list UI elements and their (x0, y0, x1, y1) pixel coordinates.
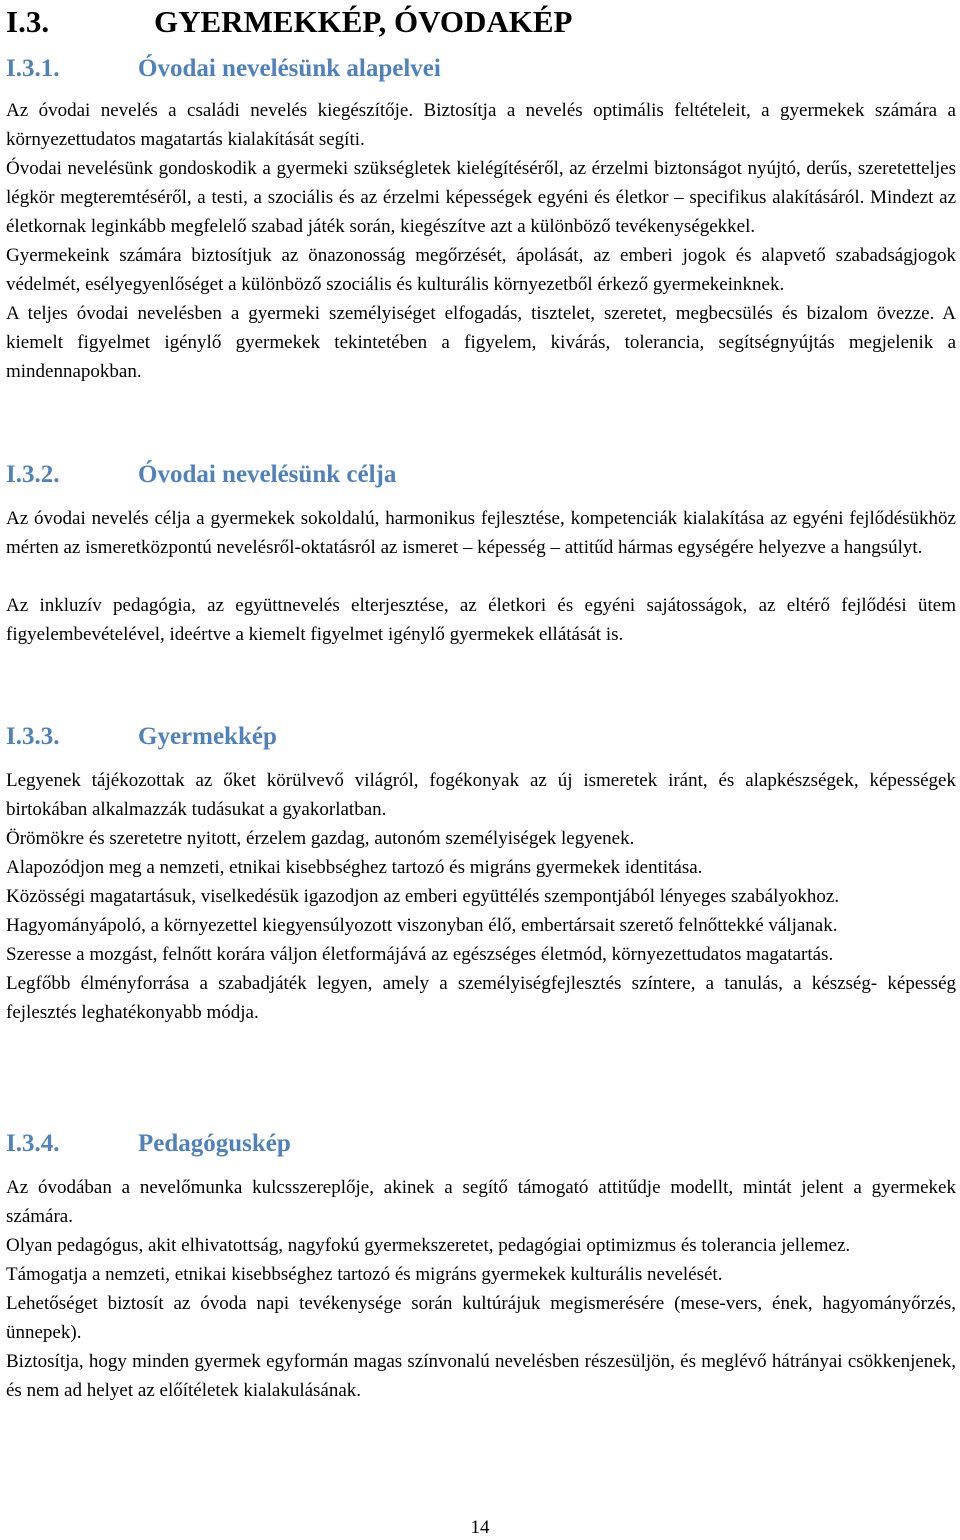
section-body (6, 766, 956, 1027)
section-title: Pedagóguskép (138, 1130, 291, 1157)
paragraph: Az óvodai nevelés célja a gyermekek sokoldalú, harmonikus fejlesztése, kompetenciák kialakítása az egyéni fejlődésükhöz mérten az ismeretközpontú nevelésről-oktatásról az ismeret – képesség – attitűd hármas egységére helyezve a hangsúlyt. (6, 508, 956, 558)
paragraph: Óvodai nevelésünk gondoskodik a gyermeki szükségletek kielégítéséről, az érzelmi biztonságot nyújtó, derűs, szeretetteljes légkör megteremtéséről, a testi, a szociális és az érzelmi képességek egyéni és életkor – specifikus alakításáról. Mindezt az életkornak leginkább megfelelő szabad játék során, kiegészítve azt a különböző tevékenységekkel. (6, 158, 956, 237)
paragraph: Biztosítja, hogy minden gyermek egyformán magas színvonalú nevelésben részesüljön, és meglévő hátrányai csökkenjenek, és nem ad helyet az előítéletek kialakulásának. (6, 1351, 956, 1401)
paragraph: Gyermekeink számára biztosítjuk az önazonosság megőrzését, ápolását, az emberi jogok és alapvető szabadságjogok védelmét, esélyegyenlőséget a különböző szociális és kulturális környezetből érkező gyermekeinknek. (6, 245, 956, 295)
paragraph: Legyenek tájékozottak az őket körülvevő világról, fogékonyak az új ismeretek iránt, és alapkészségek, képességek birtokában alkalmazzák tudásukat a gyakorlatban. (6, 770, 956, 820)
section-body (6, 504, 956, 649)
paragraph: Szeresse a mozgást, felnőtt korára váljon életformájává az egészséges életmód, környezettudatos magatartás. (6, 944, 834, 965)
section-title: Gyermekkép (138, 723, 277, 750)
section-body (6, 96, 956, 386)
section-title: Óvodai nevelésünk alapelvei (138, 55, 441, 82)
section-heading (6, 721, 277, 753)
paragraph: Olyan pedagógus, akit elhivatottság, nagyfokú gyermekszeretet, pedagógiai optimizmus és tolerancia jellemez. (6, 1235, 851, 1256)
paragraph: Lehetőséget biztosít az óvoda napi tevékenysége során kultúrájuk megismerésére (mese-vers, ének, hagyományőrzés, ünnepek). (6, 1293, 956, 1343)
section-number: I.3.3. (6, 723, 60, 750)
paragraph: Támogatja a nemzeti, etnikai kisebbséghez tartozó és migráns gyermekek kulturális nevelését. (6, 1264, 723, 1285)
paragraph: Az óvodában a nevelőmunka kulcsszereplője, akinek a segítő támogató attitűdje modellt, mintát jelent a gyermekek számára. (6, 1177, 956, 1227)
section-heading (6, 459, 396, 491)
paragraph: Az óvodai nevelés a családi nevelés kiegészítője. Biztosítja a nevelés optimális feltételeit, a gyermekek számára a környezettudatos magatartás kialakítását segíti. (6, 100, 956, 150)
section-number: I.3.2. (6, 461, 60, 488)
paragraph: Az inkluzív pedagógia, az együttnevelés elterjesztése, az életkori és egyéni sajátosságok, az eltérő fejlődési ütem figyelembevételével, ideértve a kiemelt figyelmet igénylő gyermekek ellátását is. (6, 595, 956, 645)
chapter-number: I.3. (6, 4, 50, 39)
section-title: Óvodai nevelésünk célja (138, 461, 397, 488)
paragraph: Hagyományápoló, a környezettel kiegyensúlyozott viszonyban élő, embertársait szerető felnőttekké váljanak. (6, 915, 838, 936)
chapter-heading (6, 2, 573, 42)
section-heading (6, 53, 441, 85)
chapter-title: GYERMEKKÉP, ÓVODAKÉP (154, 4, 573, 39)
paragraph: Legfőbb élményforrása a szabadjáték legyen, amely a személyiségfejlesztés színtere, a tanulás, a készség- képesség fejlesztés leghatékonyabb módja. (6, 973, 956, 1023)
section-body (6, 1173, 956, 1405)
section-number: I.3.1. (6, 55, 60, 82)
paragraph: A teljes óvodai nevelésben a gyermeki személyiséget elfogadás, tisztelet, szeretet, megbecsülés és bizalom övezze. A kiemelt figyelmet igénylő gyermekek tekintetében a figyelem, kivárás, tolerancia, segítségnyújtás megjelenik a mindennapokban. (6, 303, 956, 382)
paragraph: Örömökre és szeretetre nyitott, érzelem gazdag, autonóm személyiségek legyenek. (6, 828, 635, 849)
paragraph: Közösségi magatartásuk, viselkedésük igazodjon az emberi együttélés szempontjából lényeges szabályokhoz. (6, 886, 840, 907)
section-heading (6, 1128, 291, 1160)
page-number: 14 (470, 1517, 490, 1538)
section-number: I.3.4. (6, 1130, 60, 1157)
paragraph: Alapozódjon meg a nemzeti, etnikai kisebbséghez tartozó és migráns gyermekek identitása. (6, 857, 703, 878)
